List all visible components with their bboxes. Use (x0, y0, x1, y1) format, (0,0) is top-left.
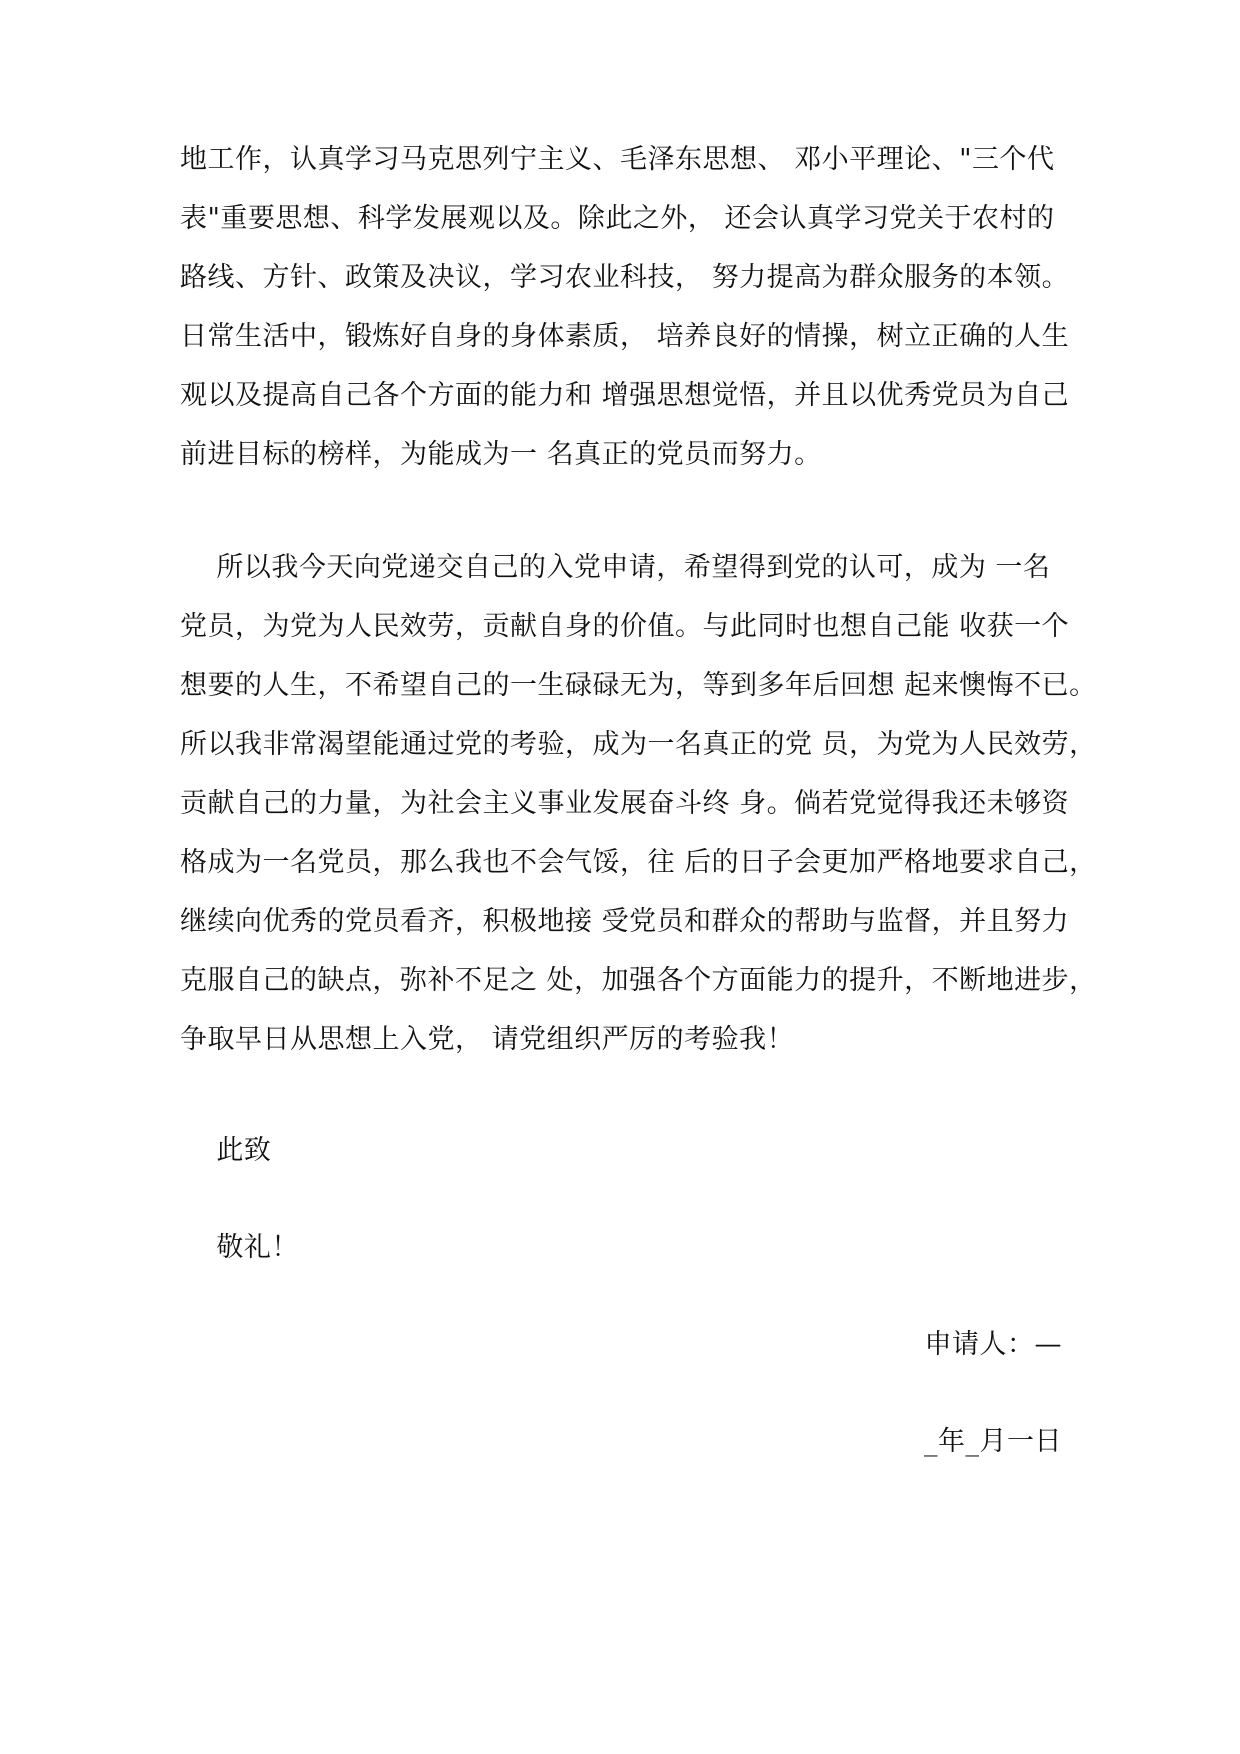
paragraph-line: 贡献自己的力量，为社会主义事业发展奋斗终 身。倘若党觉得我还未够资 (180, 788, 1070, 819)
closing-regards: 敬礼！ (180, 1232, 299, 1263)
paragraph-line: 继续向优秀的党员看齐，积极地接 受党员和群众的帮助与监督，并且努力 (180, 906, 1070, 937)
paragraph-line: 克服自己的缺点，弥补不足之 处，加强各个方面能力的提升，不断地进步， (180, 965, 1097, 996)
paragraph-line: 路线、方针、政策及决议，学习农业科技， 努力提高为群众服务的本领。 (180, 262, 1070, 293)
paragraph-line: 格成为一名党员，那么我也不会气馁，往 后的日子会更加严格地要求自己， (180, 847, 1097, 878)
applicant-signature: 申请人：— (924, 1329, 1062, 1360)
paragraph-line: 想要的人生，不希望自己的一生碌碌无为，等到多年后回想 起来懊悔不已。 (180, 670, 1097, 701)
paragraph-line: 争取早日从思想上入党， 请党组织严厉的考验我！ (180, 1024, 795, 1055)
signature-date: _年_月一日 (924, 1426, 1062, 1457)
paragraph-line: 前进目标的榜样，为能成为一 名真正的党员而努力。 (180, 439, 822, 470)
paragraph-line: 所以我非常渴望能通过党的考验，成为一名真正的党 员，为党为人民效劳， (180, 729, 1097, 760)
closing-salutation: 此致 (180, 1135, 272, 1166)
paragraph-line: 日常生活中，锻炼好自身的身体素质， 培养良好的情操，树立正确的人生 (180, 321, 1070, 352)
paragraph-line: 党员，为党为人民效劳，贡献自身的价值。与此同时也想自己能 收获一个 (180, 611, 1070, 642)
paragraph-line: 表"重要思想、科学发展观以及。除此之外， 还会认真学习党关于农村的 (180, 203, 1055, 234)
paragraph-line: 地工作，认真学习马克思列宁主义、毛泽东思想、 邓小平理论、"三个代 (180, 144, 1055, 175)
paragraph-line: 所以我今天向党递交自己的入党申请，希望得到党的认可，成为 一名 (180, 552, 1051, 583)
paragraph-line: 观以及提高自己各个方面的能力和 增强思想觉悟，并且以优秀党员为自己 (180, 380, 1070, 411)
